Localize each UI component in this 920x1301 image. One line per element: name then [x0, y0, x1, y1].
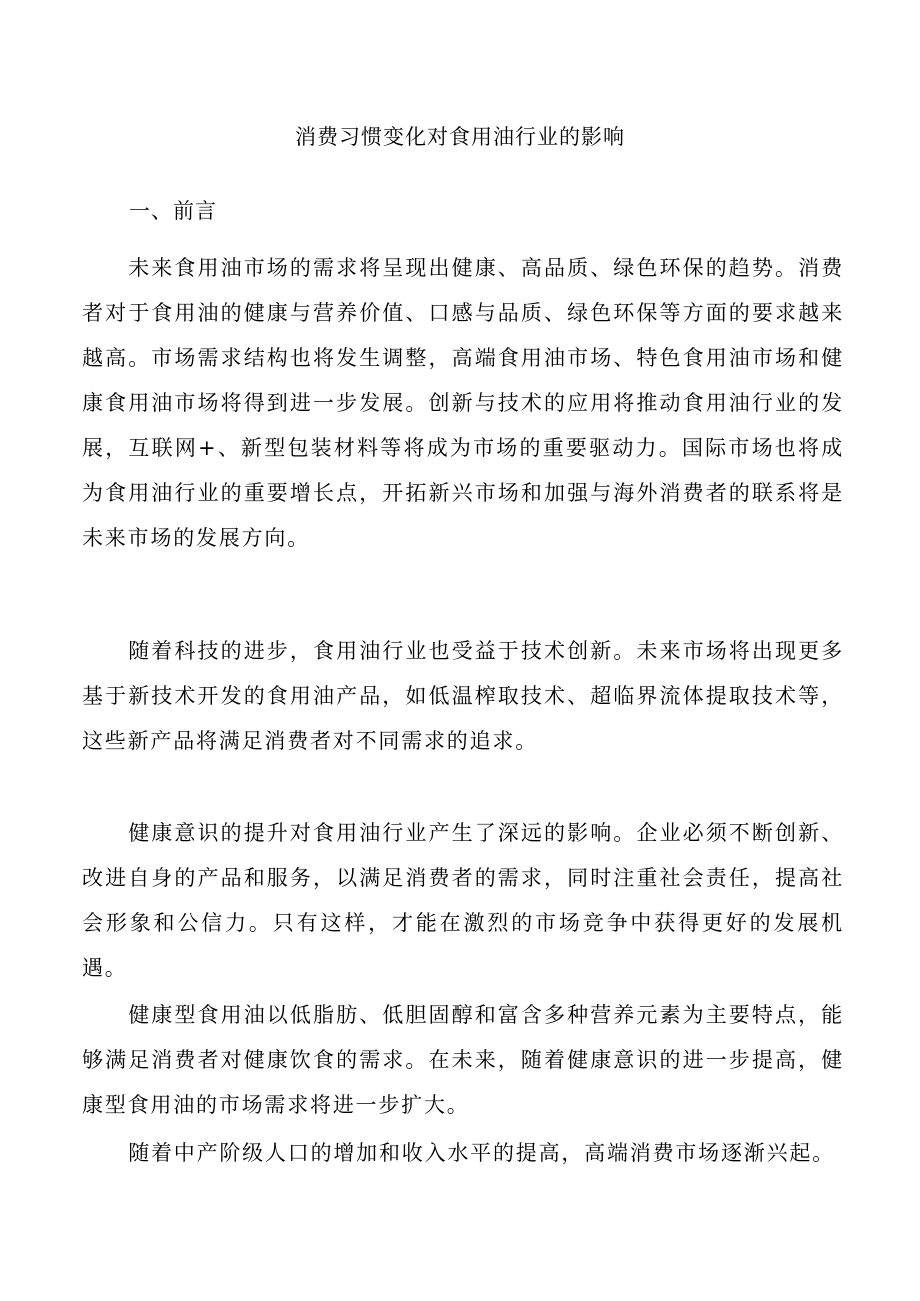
paragraph-5: 随着中产阶级人口的增加和收入水平的提高，高端消费市场逐渐兴起。: [128, 1141, 835, 1165]
paragraph-4: 健康型食用油以低脂肪、低胆固醇和富含多种营养元素为主要特点，能够满足消费者对健康饮食的需求。在未来，随着健康意识的进一步提高，健康型食用油的市场需求将进一步扩大。: [82, 1003, 844, 1117]
paragraph-2: 随着科技的进步，食用油行业也受益于技术创新。未来市场将出现更多基于新技术开发的食用油产品，如低温榨取技术、超临界流体提取技术等，这些新产品将满足消费者对不同需求的追求。: [82, 639, 844, 753]
section-heading: 一、前言: [129, 199, 217, 223]
document-title: 消费习惯变化对食用油行业的影响: [295, 125, 625, 149]
paragraph-3: 健康意识的提升对食用油行业产生了深远的影响。企业必须不断创新、改进自身的产品和服务，以满足消费者的需求，同时注重社会责任，提高社会形象和公信力。只有这样，才能在激烈的市场竞争中获得更好的发展机遇。: [82, 821, 844, 980]
paragraph-1: 未来食用油市场的需求将呈现出健康、高品质、绿色环保的趋势。消费者对于食用油的健康与营养价值、口感与品质、绿色环保等方面的要求越来越高。市场需求结构也将发生调整，高端食用油市场、特色食用油市场和健康食用油市场将得到进一步发展。创新与技术的应用将推动食用油行业的发展，互联网+、新型包装材料等将成为市场的重要驱动力。国际市场也将成为食用油行业的重要增长点，开拓新兴市场和加强与海外消费者的联系将是未来市场的发展方向。: [82, 256, 844, 550]
